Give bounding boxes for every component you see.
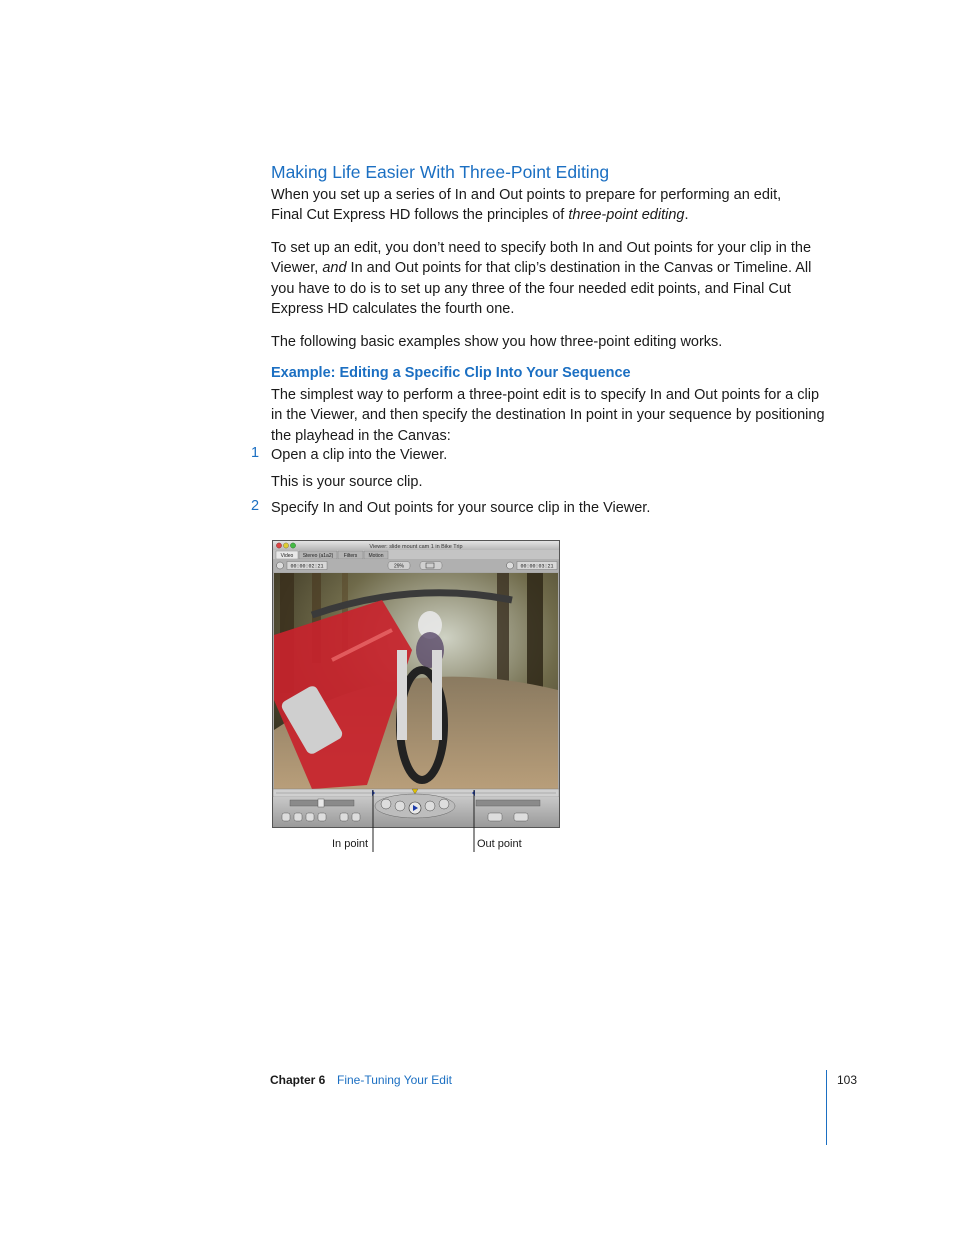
mark-clip-icon[interactable] xyxy=(294,813,302,821)
zoom-icon[interactable] xyxy=(290,543,295,548)
page-number: 103 xyxy=(837,1073,858,1087)
viewer-window xyxy=(272,540,560,828)
footer-chapter-title: Fine-Tuning Your Edit xyxy=(337,1073,452,1087)
video-frame[interactable] xyxy=(274,573,558,789)
intro-paragraph xyxy=(271,185,831,226)
recent-clips-icon[interactable] xyxy=(488,813,502,821)
intro-line-2: Final Cut Express HD follows the principles of three-point editing. xyxy=(271,207,689,224)
svg-text:Video: Video xyxy=(280,553,294,559)
viewer-title: Viewer: slide mount cam 1 in Bike Trip xyxy=(369,544,463,550)
add-marker-icon[interactable] xyxy=(318,813,326,821)
svg-text:00:00:02:21: 00:00:02:21 xyxy=(290,563,324,570)
step-2-number: 2 xyxy=(251,498,260,514)
duration-clock-icon xyxy=(277,562,284,569)
add-keyframe-icon[interactable] xyxy=(306,813,314,821)
mark-in-icon[interactable] xyxy=(340,813,348,821)
close-icon[interactable] xyxy=(276,543,281,548)
step-2-text: Specify In and Out points for your source clip in the Viewer. xyxy=(271,500,651,516)
viewer-tabs xyxy=(273,550,559,559)
step-1-number: 1 xyxy=(251,445,260,461)
svg-text:Motion: Motion xyxy=(368,553,384,559)
in-point-label: In point xyxy=(332,838,369,850)
example-paragraph: The simplest way to perform a three-point edit is to specify In and Out points for a clip in the Viewer, and then specify the destination In point in your sequence by positioning the playhead in the Canvas: xyxy=(271,387,825,444)
timecode-bar xyxy=(273,559,559,572)
examples-intro: The following basic examples show you how three-point editing works. xyxy=(271,334,723,350)
current-clock-icon xyxy=(507,562,514,569)
intro-line-1: When you set up a series of In and Out points to prepare for performing an edit, xyxy=(271,187,782,203)
example-heading: Example: Editing a Specific Clip Into Your Sequence xyxy=(271,365,631,381)
minimize-icon[interactable] xyxy=(283,543,288,548)
step-1-result: This is your source clip. xyxy=(271,474,423,490)
mark-out-icon[interactable] xyxy=(352,813,360,821)
svg-text:29%: 29% xyxy=(393,563,405,570)
step-1-text: Open a clip into the Viewer. xyxy=(271,447,448,463)
out-point-label: Out point xyxy=(477,838,522,850)
footer-divider xyxy=(826,1070,827,1145)
section-heading: Making Life Easier With Three-Point Editing xyxy=(271,162,610,182)
generator-icon[interactable] xyxy=(514,813,528,821)
svg-text:Stereo (a1a2): Stereo (a1a2) xyxy=(302,553,334,559)
setup-paragraph: To set up an edit, you don’t need to specify both In and Out points for your clip in the Viewer, and In and Out points for that clip’s destination in the Canvas or Timeline. All you have to do is to set up any three of the four needed edit points, and Final Cut Express HD calculates the fourth one. xyxy=(271,240,812,318)
footer-chapter: Chapter 6 xyxy=(270,1073,326,1087)
viewer-title-bar[interactable] xyxy=(273,541,559,550)
shuttle-handle[interactable] xyxy=(318,799,324,807)
match-frame-icon[interactable] xyxy=(282,813,290,821)
svg-text:Filters: Filters xyxy=(343,553,358,559)
term-three-point-editing: three-point editing xyxy=(568,207,685,224)
svg-text:00:00:03:21: 00:00:03:21 xyxy=(520,563,554,570)
callout-lines xyxy=(368,790,480,852)
jog-wheel[interactable] xyxy=(476,800,540,806)
